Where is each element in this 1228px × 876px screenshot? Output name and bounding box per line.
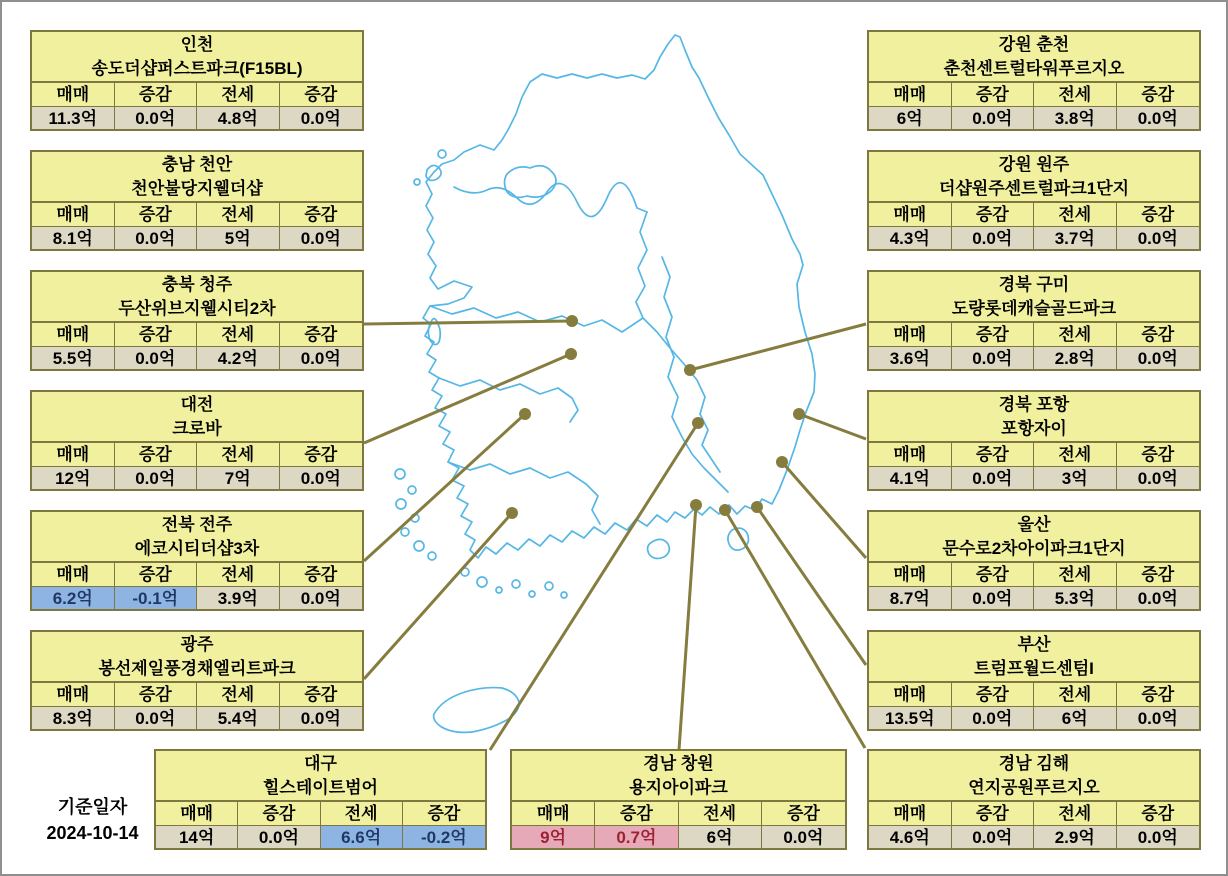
card-value: 4.3억 (869, 226, 952, 249)
connector-line-gumi (690, 324, 866, 370)
card-column-header: 증감 (1117, 83, 1200, 106)
card-column-header: 증감 (762, 802, 845, 825)
price-card-incheon (30, 30, 364, 131)
card-region: 대구 (304, 754, 337, 773)
card-column-header: 매매 (869, 203, 952, 226)
card-value: 0.0억 (115, 706, 198, 729)
card-region: 울산 (1017, 515, 1051, 534)
card-column-header: 전세 (1034, 683, 1117, 706)
price-card-changwon (510, 749, 847, 850)
card-value: 0.0억 (1117, 226, 1200, 249)
card-column-header: 전세 (197, 323, 280, 346)
map-west-island (401, 528, 409, 536)
card-apartment-name: 크로바 (172, 419, 222, 438)
card-column-header: 전세 (1034, 83, 1117, 106)
card-value: 0.0억 (280, 106, 363, 129)
card-value: 11.3억 (32, 106, 115, 129)
card-region: 경북 구미 (998, 275, 1070, 294)
card-column-header: 증감 (280, 323, 363, 346)
card-value: 13.5억 (869, 706, 952, 729)
card-region: 강원 원주 (998, 155, 1070, 174)
card-column-header: 증감 (952, 802, 1035, 825)
map-dot-daegu (692, 417, 704, 429)
card-value: 0.0억 (238, 825, 320, 848)
connector-line-pohang (799, 414, 866, 439)
card-table (869, 441, 1199, 489)
card-table (32, 81, 362, 129)
card-column-header: 증감 (115, 443, 198, 466)
price-card-daejeon (30, 390, 364, 491)
card-value: 7억 (197, 466, 280, 489)
map-seoul-boundary (505, 166, 557, 198)
card-value: 4.8억 (197, 106, 280, 129)
card-value: 0.0억 (115, 226, 198, 249)
card-apartment-name: 용지아이파크 (629, 778, 728, 797)
card-column-header: 매매 (869, 683, 952, 706)
map-dot-pohang (793, 408, 805, 420)
card-apartment-name: 에코시티더샵3차 (134, 539, 260, 558)
card-apartment-name: 연지공원푸르지오 (968, 778, 1100, 797)
card-column-header: 매매 (512, 802, 595, 825)
card-region: 부산 (1017, 635, 1051, 654)
card-column-header: 증감 (1117, 323, 1200, 346)
card-table (156, 800, 485, 848)
card-value: 0.0억 (952, 825, 1035, 848)
price-card-busan (867, 630, 1201, 731)
card-region: 광주 (180, 635, 214, 654)
card-table (512, 800, 845, 848)
card-region: 경남 김해 (998, 754, 1070, 773)
price-card-chuncheon (867, 30, 1201, 131)
map-chungcheong-border (430, 306, 643, 332)
card-value: 14억 (156, 825, 238, 848)
card-column-header: 매매 (32, 443, 115, 466)
card-value: 0.7억 (595, 825, 678, 848)
card-value: 4.1억 (869, 466, 952, 489)
card-value: 3.6억 (869, 346, 952, 369)
card-value: 0.0억 (280, 706, 363, 729)
map-west-island (414, 541, 424, 551)
map-south-island (512, 580, 520, 588)
card-value: 0.0억 (115, 106, 198, 129)
card-value: 0.0억 (280, 226, 363, 249)
card-apartment-name: 춘천센트럴타워푸르지오 (943, 59, 1125, 78)
card-value: 0.0억 (280, 466, 363, 489)
price-card-gumi (867, 270, 1201, 371)
card-column-header: 증감 (115, 563, 198, 586)
card-column-header: 매매 (869, 563, 952, 586)
card-value: 6.6억 (321, 825, 403, 848)
map-south-island (561, 592, 567, 598)
card-column-header: 증감 (115, 683, 198, 706)
card-column-header: 증감 (1117, 683, 1200, 706)
map-mainland-outline (423, 35, 815, 558)
card-column-header: 전세 (197, 443, 280, 466)
card-value: 4.6억 (869, 825, 952, 848)
card-value: 3.7억 (1034, 226, 1117, 249)
card-region: 강원 춘천 (998, 35, 1070, 54)
card-apartment-name: 천안불당지웰더샵 (131, 179, 263, 198)
card-value: 6억 (869, 106, 952, 129)
card-column-header: 전세 (679, 802, 762, 825)
card-column-header: 매매 (869, 802, 952, 825)
card-column-header: 전세 (1034, 563, 1117, 586)
card-value: 5.4억 (197, 706, 280, 729)
price-card-cheonan (30, 150, 364, 251)
map-west-island (438, 150, 446, 158)
card-column-header: 전세 (1034, 802, 1117, 825)
card-column-header: 증감 (952, 683, 1035, 706)
card-column-header: 증감 (280, 683, 363, 706)
map-han-river (454, 183, 647, 217)
card-column-header: 전세 (197, 563, 280, 586)
map-jeolla-border (448, 462, 600, 524)
card-column-header: 증감 (280, 83, 363, 106)
card-value: 5.3억 (1034, 586, 1117, 609)
card-value: 0.0억 (1117, 106, 1200, 129)
card-table (869, 800, 1199, 848)
map-geum-river (439, 378, 578, 422)
map-dot-daejeon (565, 348, 577, 360)
connector-line-gwangju (364, 513, 512, 679)
card-column-header: 전세 (1034, 323, 1117, 346)
card-column-header: 매매 (32, 83, 115, 106)
card-column-header: 증감 (1117, 203, 1200, 226)
card-value: 0.0억 (762, 825, 845, 848)
card-table (32, 681, 362, 729)
card-region: 대전 (180, 395, 214, 414)
base-date (30, 794, 155, 846)
card-column-header: 매매 (32, 683, 115, 706)
card-table (32, 201, 362, 249)
card-column-header: 증감 (238, 802, 320, 825)
map-west-island (428, 552, 436, 560)
card-table (869, 681, 1199, 729)
card-value: 4.2억 (197, 346, 280, 369)
price-card-gwangju (30, 630, 364, 731)
price-card-pohang (867, 390, 1201, 491)
map-dot-ulsan (776, 456, 788, 468)
card-column-header: 매매 (156, 802, 238, 825)
card-apartment-name: 트럼프월드센텀I (974, 659, 1094, 678)
map-nakdong-river (662, 257, 728, 492)
card-column-header: 증감 (280, 443, 363, 466)
card-column-header: 증감 (952, 443, 1035, 466)
card-table (869, 201, 1199, 249)
card-table (869, 321, 1199, 369)
card-table (869, 81, 1199, 129)
card-apartment-name: 포항자이 (1001, 419, 1067, 438)
connector-line-daejeon (364, 354, 571, 443)
map-south-island (477, 577, 487, 587)
card-value: 3.9억 (197, 586, 280, 609)
connector-line-jeonju (364, 414, 525, 561)
card-column-header: 증감 (1117, 563, 1200, 586)
map-south-island (545, 582, 553, 590)
card-value: 12억 (32, 466, 115, 489)
card-apartment-name: 문수로2차아이파크1단지 (942, 539, 1126, 558)
card-region: 충남 천안 (161, 155, 233, 174)
card-table (32, 561, 362, 609)
card-value: 0.0억 (952, 106, 1035, 129)
card-table (869, 561, 1199, 609)
card-region: 인천 (180, 35, 214, 54)
card-value: 0.0억 (1117, 466, 1200, 489)
card-column-header: 증감 (1117, 802, 1200, 825)
card-table (32, 321, 362, 369)
card-value: 2.8억 (1034, 346, 1117, 369)
map-dot-cheongju (566, 315, 578, 327)
card-value: -0.2억 (403, 825, 485, 848)
connector-line-changwon (679, 505, 696, 750)
card-apartment-name: 봉선제일풍경채엘리트파크 (98, 659, 296, 678)
card-value: 0.0억 (952, 226, 1035, 249)
card-value: 5.5억 (32, 346, 115, 369)
map-west-island (414, 179, 420, 185)
card-value: 0.0억 (952, 346, 1035, 369)
card-value: 0.0억 (952, 706, 1035, 729)
card-apartment-name: 힐스테이트범어 (263, 778, 378, 797)
card-value: -0.1억 (115, 586, 198, 609)
connector-layer (364, 315, 866, 750)
map-dot-gimhae (719, 504, 731, 516)
map-south-island (496, 587, 502, 593)
map-gyeonggi-gangwon-border (636, 212, 647, 318)
map-dot-changwon (690, 499, 702, 511)
card-value: 0.0억 (280, 586, 363, 609)
card-value: 0.0억 (1117, 706, 1200, 729)
card-column-header: 증감 (952, 203, 1035, 226)
connector-line-ulsan (782, 462, 866, 558)
card-apartment-name: 도량롯데캐슬골드파크 (951, 299, 1117, 318)
card-column-header: 증감 (952, 563, 1035, 586)
card-region: 경북 포항 (998, 395, 1070, 414)
card-apartment-name: 두산위브지웰시티2차 (118, 299, 276, 318)
price-card-jeonju (30, 510, 364, 611)
map-dot-gumi (684, 364, 696, 376)
card-apartment-name: 송도더샵퍼스트파크(F15BL) (91, 59, 303, 78)
card-region: 충북 청주 (161, 275, 233, 294)
card-column-header: 매매 (869, 83, 952, 106)
card-value: 3.8억 (1034, 106, 1117, 129)
card-column-header: 증감 (952, 323, 1035, 346)
price-card-cheongju (30, 270, 364, 371)
card-apartment-name: 더샵원주센트럴파크1단지 (938, 179, 1130, 198)
card-column-header: 매매 (869, 443, 952, 466)
card-region: 전북 전주 (161, 515, 233, 534)
card-column-header: 증감 (952, 83, 1035, 106)
map-west-island (408, 486, 416, 494)
card-column-header: 전세 (321, 802, 403, 825)
card-value: 5억 (197, 226, 280, 249)
connector-line-daegu (490, 423, 698, 750)
card-value: 9억 (512, 825, 595, 848)
card-column-header: 매매 (32, 203, 115, 226)
connector-line-cheongju (364, 321, 572, 324)
card-column-header: 전세 (197, 83, 280, 106)
card-column-header: 매매 (869, 323, 952, 346)
card-region: 경남 창원 (643, 754, 714, 773)
card-value: 0.0억 (952, 586, 1035, 609)
card-column-header: 전세 (1034, 203, 1117, 226)
card-column-header: 증감 (403, 802, 485, 825)
card-value: 0.0억 (115, 466, 198, 489)
card-value: 8.1억 (32, 226, 115, 249)
card-value: 0.0억 (1117, 586, 1200, 609)
card-column-header: 증감 (115, 83, 198, 106)
card-value: 6억 (679, 825, 762, 848)
card-column-header: 매매 (32, 563, 115, 586)
map-south-island (529, 591, 535, 597)
map-dot-jeonju (519, 408, 531, 420)
base-date-value: 2024-10-14 (46, 823, 139, 843)
card-column-header: 전세 (197, 203, 280, 226)
card-column-header: 증감 (280, 563, 363, 586)
connector-line-busan (757, 507, 866, 665)
card-column-header: 증감 (595, 802, 678, 825)
price-card-wonju (867, 150, 1201, 251)
card-value: 8.7억 (869, 586, 952, 609)
card-value: 3억 (1034, 466, 1117, 489)
card-column-header: 증감 (1117, 443, 1200, 466)
map-dot-busan (751, 501, 763, 513)
price-card-daegu (154, 749, 487, 850)
card-value: 2.9억 (1034, 825, 1117, 848)
card-value: 0.0억 (115, 346, 198, 369)
map-namhae-island (648, 539, 670, 558)
card-column-header: 증감 (115, 323, 198, 346)
card-value: 0.0억 (952, 466, 1035, 489)
card-value: 0.0억 (1117, 346, 1200, 369)
card-table (32, 441, 362, 489)
map-dot-gwangju (506, 507, 518, 519)
card-value: 0.0억 (280, 346, 363, 369)
card-value: 6억 (1034, 706, 1117, 729)
connector-line-gimhae (725, 510, 865, 748)
base-date-label: 기준일자 (57, 797, 128, 817)
card-value: 0.0억 (1117, 825, 1200, 848)
card-column-header: 증감 (115, 203, 198, 226)
card-value: 8.3억 (32, 706, 115, 729)
card-value: 6.2억 (32, 586, 115, 609)
card-column-header: 매매 (32, 323, 115, 346)
card-column-header: 증감 (280, 203, 363, 226)
price-card-ulsan (867, 510, 1201, 611)
map-west-island (395, 469, 405, 479)
map-west-island (396, 499, 406, 509)
price-card-gimhae (867, 749, 1201, 850)
card-column-header: 전세 (197, 683, 280, 706)
card-column-header: 전세 (1034, 443, 1117, 466)
